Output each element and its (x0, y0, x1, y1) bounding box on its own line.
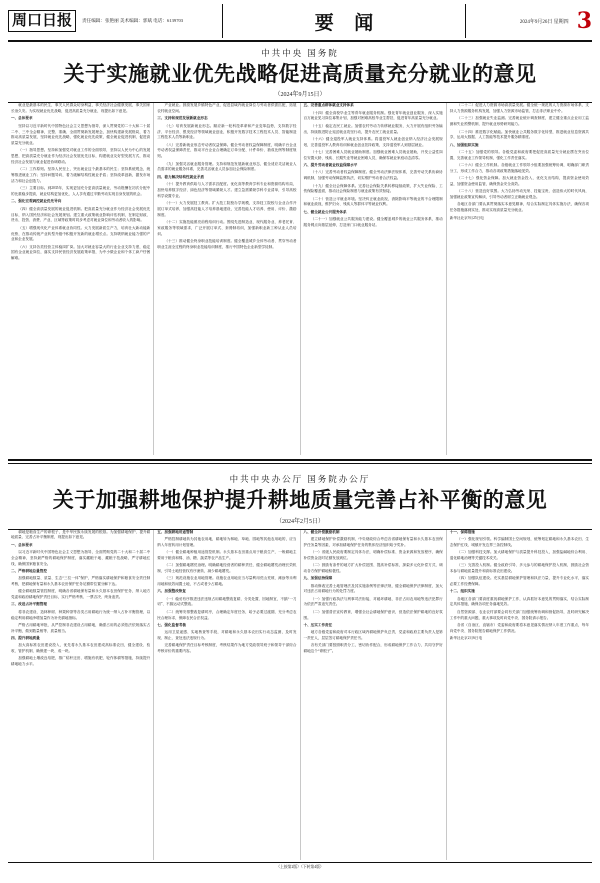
paragraph: 四、着力解决结构性就业矛盾 (157, 174, 204, 179)
paragraph: （八）完善新就业形态劳动者权益保障。健全劳动者权益保障制度，明确平台企业劳动者权益保障责任，推动平台企业合理确定订单分配、计件单价、抽成比例等制度规则。 (157, 142, 297, 159)
article2-kicker: 中共中央办公厅 国务院办公厅 (229, 474, 371, 485)
article1-column-4 (447, 103, 592, 455)
article-employment-strategy (8, 42, 592, 455)
paragraph: （二）加强耕地撂荒治理。明确耕地经营者的耕种责任，健全耕地撂荒治理长效机制，引导土地经营权有序流转，减少耕地撂荒。 (157, 563, 297, 573)
paragraph: 五、加强耕地用途管制 (157, 529, 194, 534)
paragraph: 坚持以习近平新时代中国特色社会主义思想为指导，深入贯彻党的二十大和二十届二中、三中全会精神，完整、准确、全面贯彻新发展理念，加快构建新发展格局，着力推动高质量发展，坚持就业优先战略，强化就业优先政策，健全就业促进机制，促进高质量充分就业。 (11, 123, 151, 146)
paragraph: 严格控制耕地转为其他农用地，耕地转为林地、草地、园地等其他农用地的，应当纳入年度转用计划管理。 (157, 536, 297, 547)
paragraph: （一）加强行政执法与刑事司法衔接，对破坏耕地、非法占用农用地等违法犯罪行为依法严肃追究责任。 (303, 596, 443, 607)
paragraph: 七、健全就业公共服务体系 (303, 209, 347, 214)
paragraph: 二、严格耕地总量管控 (11, 568, 47, 573)
article1-columns (8, 103, 592, 455)
paragraph: （二十七）强化资金保障。加大就业资金投入，优化支出结构，提高资金使用效益，加强资金使用监管，确保资金安全高效。 (449, 176, 589, 186)
paragraph: （二十二）促进人力资源市场高质量发展。健全统一规范的人力资源市场体系，支持人力资源服务机构发展，加强人力资源市场监管，打击非法职业中介。 (449, 103, 589, 114)
paragraph: （五）增强现代化产业体系就业协同性。大力发展新质生产力，培育壮大新动能新优势，在推动传统产业转型升级中积极开发新的就业增长点。支持吸纳就业能力强的产业和企业发展。 (11, 225, 151, 242)
article-divider (8, 459, 592, 464)
paragraph: 运用卫星遥感、实地核查等手段，对耕地和永久基本农田实行动态监测，及时发现、制止、查处违法违规行为。 (157, 630, 297, 640)
paragraph: 四、提升耕地质量 (11, 636, 40, 640)
paragraph: 各省（自治区、直辖市）党委和政府要将本意见落实情况纳入年度工作重点，每年向党中央、国务院报告耕地保护工作情况。 (449, 622, 589, 633)
paragraph: 健全耕地数量管控制度，明确各省耕地保有量和永久基本农田保护任务，纳入地方党委和政府耕地保护责任目标，实行严格考核、一票否决、终身追责。 (11, 589, 151, 600)
paragraph: 产业就业。鼓励发展乡镇特色产业，促进县域内就业岗位与劳动者供需匹配，拓展农村就业空间。 (157, 103, 297, 114)
paragraph: 新华社北京2月6日电 (449, 636, 483, 640)
paragraph: 严格占用耕地审批，从严控制非农建设占用耕地，确需占用的必须依法依规落实占补平衡，做到数量相等、质量相当。 (11, 622, 151, 633)
paragraph: （四）健全高质量发展的就业促进机制。把高质量充分就业作为经济社会发展优先目标，纳入国民经济和社会发展规划。建立重大政策就业影响评估机制，在制定财政、货币、投资、消费、产业、区域等政策时同步考虑对就业岗位和劳动者收入的影响。 (11, 206, 151, 223)
paragraph: 自然资源部、农业农村部要会同有关部门加强统筹协调和督促指导，及时研究解决工作中的重大问题，重大事项及时向党中央、国务院请示报告。 (449, 609, 589, 620)
paragraph: 八、加强组织实施 (449, 142, 479, 147)
page-number: 3 (576, 8, 592, 34)
editorial-credits: 责任编辑：张艳丽 美术编辑：郭斌 电话：6139703 (82, 17, 184, 23)
paragraph: 十一、保障措施 (449, 529, 475, 534)
paragraph: （一）省级人民政府要制定具体办法，明确补偿标准、资金来源和发放程序，确保补偿资金及时足额发放到位。 (303, 549, 443, 560)
paragraph: 各有关部门要按照职责分工，密切协作配合，形成耕地保护工作合力，共同守护好耕地这个“命根子”。 (303, 643, 443, 654)
paragraph: （三）完善投入机制。健全政府引导、多元参与的耕地保护投入机制，鼓励社会资本参与耕地质量提升和高标准农田建设。 (449, 563, 589, 573)
paragraph: 各地区各部门要认真贯彻落实本意见精神，结合实际制定具体实施办法，确保各项任务措施落到实处，推动实现高质量充分就业。 (449, 202, 589, 213)
article2-date: （2024年2月5日） (275, 518, 324, 525)
article2-columns (8, 530, 592, 860)
masthead-right (466, 4, 592, 38)
paragraph: （十七）完善困难人员就业援助制度。加强就业困难人员就业援助，开发公益性岗位安置大龄、残疾、长期失业等就业困难人员，确保零就业家庭动态清零。 (303, 149, 443, 160)
paper-logo: 周口日报 (8, 10, 76, 32)
paragraph: 十、压实工作责任 (303, 622, 333, 627)
paragraph: （二十六）健全工作机制。各级就业工作领导小组要加强统筹协调，明确部门职责分工，形成工作合力，推动各项政策措施落地见效。 (449, 163, 589, 173)
article2-column-3 (301, 530, 447, 860)
paragraph: （二）统筹安排整改复耕时序，合理确定年度任务，给予必要过渡期，充分考虑农民合理诉求，保障农民合法权益。 (157, 609, 297, 620)
paragraph: （六）支持各类经营主体稳岗扩岗。加大对就业容量大的行业企业支持力度，稳定国有企业就业岗位，落实支持民营经济发展政策举措，为中小微企业和个体工商户纾困解难。 (11, 244, 151, 261)
paragraph: 三、支持和规范发展新就业形态 (157, 116, 208, 121)
paragraph: 六、加强整改恢复 (157, 589, 186, 594)
paragraph: 就业是最基本的民生，事关人民群众切身利益，事关经济社会健康发展，事关国家长治久安。为实现就业优先战略，促进高质量充分就业，现提出如下意见。 (11, 103, 151, 114)
paragraph: 八、健全补偿激励机制 (303, 529, 340, 534)
paragraph: 五、完善重点群体就业支持体系 (303, 103, 354, 108)
paragraph: （二）加强普法宣传教育，增强全社会耕地保护意识，营造依法保护耕地的良好氛围。 (303, 609, 443, 620)
paragraph: 完善耕地保护责任目标考核制度，考核结果作为地方党政领导班子和领导干部综合考核评价的重要内容。 (157, 643, 297, 654)
paragraph: （十二）实施技能照亮前程培训行动。围绕先进制造业、现代服务业、养老托育、家政服务等领域需求，广泛开展订单式、套餐制培训，加强新职业新工种从业人员培训。 (157, 219, 297, 236)
paragraph: 加强耕地数量、质量、生态“三位一体”保护，严格落实耕地保护和粮食安全责任制考核，把耕地保有量和永久基本农田保护任务足额带位置分解下达。 (11, 576, 151, 586)
masthead (8, 4, 592, 42)
paragraph: （十八）完善劳动者权益保障制度。健全劳动法律法规体系，完善劳动关系协商协调机制，加强劳动保障监察执法，切实维护劳动者合法权益。 (303, 170, 443, 181)
paragraph: （十）提升教育供给与人才需求匹配度。优化高等教育学科专业和资源结构布局，加快培养数字经济、绿色经济等领域紧缺人才。建立急需紧缺学科专业清单，引导高校科学设置专业。 (157, 182, 297, 198)
paragraph: 各地区各部门要高度重视耕地保护工作，认真抓好本意见的贯彻落实，结合实际制定具体措施，确保各项任务落地见效。 (449, 596, 589, 607)
paragraph: 地方各级党委和政府对本行政区域内耕地保护负总责，党委和政府主要负责人是第一责任人，层层签订耕地保护责任书。 (303, 630, 443, 640)
paragraph: （十一）大力发展技工教育。扩大技工院校办学规模，支持技工院校与企业合作开展订单式培养，加强高技能人才培养基地建设，完善技能人才培养、使用、评价、激励制度。 (157, 200, 297, 217)
article2-column-2 (154, 530, 300, 860)
article2-column-4 (447, 530, 592, 860)
paragraph: （二）工作原则。坚持人民至上，突出就业这个最基本的民生；坚持系统观念，统筹推进就业工作；坚持问题导向，着力破解结构性就业矛盾；坚持改革创新，激发市场活力和社会创造力。 (11, 167, 151, 183)
paragraph: 加强耕地土壤改良培肥，推广秸秆还田、增施有机肥、轮作休耕等措施，持续提升耕地地力水平。 (11, 656, 151, 667)
paragraph: （一）稳妥有序推进违法违规占用耕地整改复耕，分类处置、因地制宜，不搞“一刀切”、不搞运动式整改。 (157, 596, 297, 607)
paragraph: 一、总体要求 (11, 542, 33, 547)
paragraph: （一）指导思想。坚持和加强党对就业工作的全面领导，坚持以人民为中心的发展思想，把高质量充分就业作为经济社会发展优先目标，构建就业友好型发展方式，推动经济社会发展与就业促进协调联动。 (11, 148, 151, 165)
paragraph: （二）鼓励有条件的地方扩大补偿范围、提高补偿标准，探索多元化补偿方式，调动各方保护耕地积极性。 (303, 563, 443, 573)
paragraph: （四）加强队伍建设。充实基层耕地保护管理和执法力量，提升专业化水平，落实必要工作经费保障。 (449, 576, 589, 586)
paragraph: （二十一）加强就业公共服务能力建设。健全覆盖城乡的就业公共服务体系，推动服务网点向基层延伸，打造家门口就业服务站。 (303, 217, 443, 227)
paragraph: 二、强化宏观调控就业优先导向 (11, 199, 62, 204)
paragraph: 七、强化监督考核 (157, 622, 186, 627)
paragraph: （一）强化规划引领。科学编制国土空间规划，统筹划定耕地和永久基本农田、生态保护红线、城镇开发边界三条控制线。 (449, 536, 589, 547)
article1-date: （2024年9月15日） (274, 92, 326, 99)
paragraph: 将非农建设、造林种树、种果种茶等各类占用耕地行为统一纳入占补平衡管理，以稳定利用耕地净增加量作为补充耕地指标。 (11, 609, 151, 620)
paragraph: 建立耕地保护补偿激励机制，中央财政综合考虑各省耕地保有量和永久基本农田保护任务量等因素，对承担耕地保护任务的集体经济组织给予奖补。 (303, 536, 443, 547)
paragraph: 新华社北京9月25日电 (449, 215, 484, 220)
paragraph: （九）加强灵活就业服务管理。支持和规范发展新就业形态，健全适应灵活就业人员需求的就业服务体系，完善灵活就业人员参加社会保险制度。 (157, 161, 297, 172)
publication-date: 2024年9月26日 星期四 (519, 19, 569, 25)
paragraph: （二十五）加强党的领导。各级党委和政府要把促进高质量充分就业摆在突出位置，完善就业工作领导机制，强化工作责任落实。 (449, 149, 589, 160)
paragraph: （三）规范设施农业用地管理。设施农业用地应当尽量利用荒山荒坡、滩涂等未利用地和低效闲置土地，不占或者少占耕地。 (157, 576, 297, 586)
article1-column-2 (154, 103, 300, 455)
continuation-note: （上接第2版）（下转第4版） (8, 862, 592, 870)
paragraph: 九、加强法治保障 (303, 576, 333, 581)
paragraph: 一、总体要求 (11, 116, 33, 121)
paragraph: （三）主要目标。到2035年，实现更加充分更高质量就业，劳动报酬在初次分配中的比重稳步提高，就业结构更加优化，人人享有通过辛勤劳动实现自身发展的机会。 (11, 186, 151, 197)
paragraph: （二十）营造公平就业环境。坚决纠正就业歧视，消除影响平等就业的不合理限制和就业歧视，维护妇女、残疾人等群体平等就业权利。 (303, 196, 443, 207)
paragraph: （二十三）加强就业失业监测。完善就业统计调查制度，建立健全重点企业用工监测和失业预警机制，提升就业形势研判能力。 (449, 116, 589, 127)
paragraph: 耕地是粮食生产的命根子，是中华民族永续发展的根基。为加强耕地保护、提升耕地质量、完善占补平衡制度，现提出如下意见。 (11, 529, 151, 540)
paragraph: 加大高标准农田建设投入，优先将永久基本农田建成高标准农田，健全建设、验收、管护机制，确保建一块、成一块。 (11, 643, 151, 654)
paragraph: （二）加强科技支撑。加大耕地保护与质量提升科技投入，加强盐碱地综合利用、退化耕地治理等关键技术攻关。 (449, 549, 589, 560)
paragraph: （二十四）推进数字化赋能。加快就业公共服务数字化转型，推进就业信息资源共享，运用大数据、人工智能等技术提升服务精准度。 (449, 129, 589, 140)
paragraph: 推动修改完善土地管理法及其实施条例等法律法规，健全耕地保护法律制度，加大对违法占用耕地行为的处罚力度。 (303, 583, 443, 594)
article2-headline: 关于加强耕地保护提升耕地质量完善占补平衡的意见 (52, 487, 548, 513)
paragraph: （二十八）营造良好氛围。大力弘扬劳动光荣、技能宝贵、创造伟大的时代风尚，加强就业政策宣传解读，引导劳动者树立正确就业观念。 (449, 189, 589, 200)
article1-kicker: 中共中央 国务院 (261, 48, 339, 58)
section-title: 要 闻 (314, 11, 381, 34)
article-farmland-protection (8, 468, 592, 869)
article1-headline: 关于实施就业优先战略促进高质量充分就业的意见 (63, 61, 537, 86)
paragraph: （十四）健全高校毕业生等青年就业服务机制。强化青年就业创业服务，深入实施百万就业见习岗位募集计划，加强对困难高校毕业生帮扶，促进青年高质量充分就业。 (303, 110, 443, 121)
paragraph: （十三）推动健全终身职业技能培训制度。健全覆盖城乡全体劳动者、贯穿劳动者职业生涯全过程的终身职业技能培训制度，推行中国特色企业新型学徒制。 (157, 238, 297, 249)
paragraph: 以习近平新时代中国特色社会主义思想为指导，全面贯彻党的二十大和二十届二中全会精神，坚持最严格的耕地保护制度，落实藏粮于地、藏粮于技战略，严守耕地红线，确保国家粮食安全。 (11, 549, 151, 566)
paragraph: 六、提升劳动者就业权益保障水平 (303, 163, 358, 168)
article1-column-3 (301, 103, 447, 455)
article2-column-1 (8, 530, 154, 860)
masthead-center (223, 4, 466, 38)
paragraph: （十六）健全退役军人就业支持体系。将退役军人就业创业纳入经济社会发展规划，完善退役军人教育培训和就业创业扶持政策，支持退役军人到基层就业。 (303, 136, 443, 147)
paragraph: （十五）稳定农民工就业。加强农村劳动力转移就业服务，大力开展有组织劳务输出，持续推进防止返贫就业攻坚行动，提升农民工就业质量。 (303, 123, 443, 134)
paragraph: （一）健全耕地种植用途管控机制。永久基本农田重点用于粮食生产，一般耕地主要用于粮食和棉、油、糖、蔬菜等农产品生产。 (157, 549, 297, 560)
paragraph: 十二、组织实施 (449, 589, 475, 594)
article1-column-1 (8, 103, 154, 455)
paragraph: （十九）健全社会保障体系。完善社会保险关系转移接续政策，扩大失业保险、工伤保险覆盖面，推动社会保险制度与就业政策有效衔接。 (303, 183, 443, 194)
paragraph: （七）培育发展新就业形态。顺应新一轮科技革命和产业变革趋势，支持数字经济、平台经济、银发经济等领域就业创业，积极开发数字技术工程技术人员、智能制造工程技术人员等新职业。 (157, 123, 297, 140)
paragraph: 三、改进占补平衡管理 (11, 602, 47, 607)
masthead-left (8, 4, 223, 38)
